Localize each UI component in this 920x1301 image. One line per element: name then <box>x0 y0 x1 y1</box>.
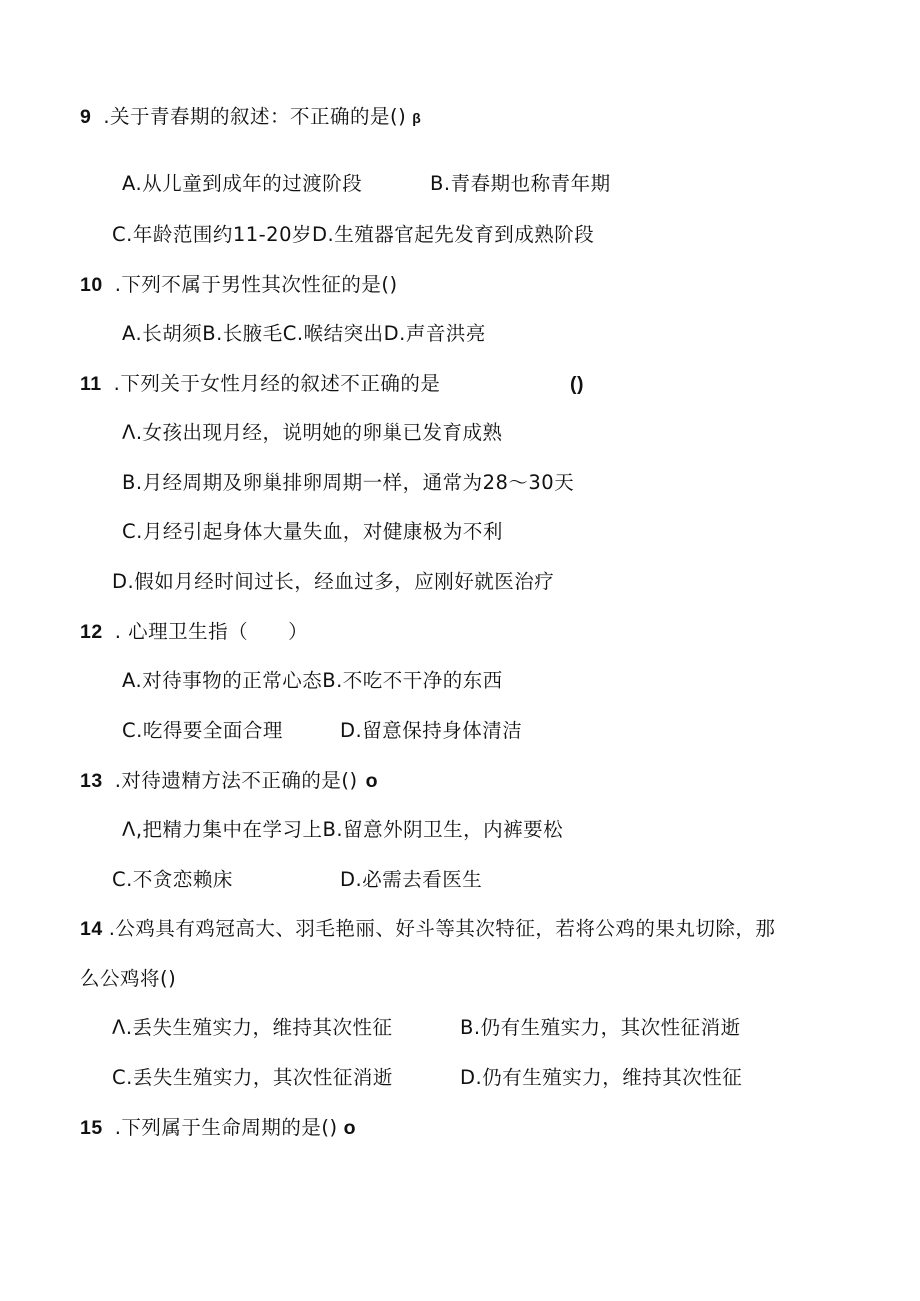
question-number: 11 <box>80 373 102 395</box>
question-text: .公鸡具有鸡冠高大、羽毛艳丽、好斗等其次特征，若将公鸡的果丸切除，那 <box>108 917 776 940</box>
question-14-stem <box>80 916 775 942</box>
question-text: .下列关于女性月经的叙述不正确的是 <box>113 372 441 395</box>
question-15-stem <box>80 1115 356 1141</box>
option-text: A.长胡须 <box>122 322 203 345</box>
question-12-stem <box>80 619 308 645</box>
question-11-option-a <box>122 420 503 446</box>
question-text: .对待遗精方法不正确的是() <box>114 769 358 792</box>
question-11-stem <box>80 371 440 397</box>
option-text: D.仍有生殖实力，维持其次性征 <box>460 1066 743 1089</box>
option-text: D.声音洪亮 <box>383 322 486 345</box>
question-text: .关于青春期的叙述：不正确的是() <box>103 105 407 128</box>
question-9-option-c <box>112 222 594 248</box>
question-14-option-d <box>460 1065 742 1091</box>
question-9-option-a <box>122 171 362 197</box>
option-text: Λ.女孩出现月经，说明她的卵巢已发育成熟 <box>122 421 503 444</box>
option-text: B.留意外阴卫生，内裤要松 <box>322 818 564 841</box>
question-11-option-c <box>122 519 503 545</box>
question-number: 15 <box>80 1117 103 1139</box>
question-text: .下列属于生命周期的是() <box>114 1116 338 1139</box>
answer-paren: () <box>570 373 584 395</box>
option-text: D.生殖器官起先发育到成熟阶段 <box>311 223 595 246</box>
option-text: B.月经周期及卵巢排卵周期一样，通常为28〜30天 <box>122 471 575 494</box>
question-tail: o <box>365 770 379 792</box>
question-number: 14 <box>80 918 103 940</box>
question-number: 10 <box>80 274 103 296</box>
option-text: B.青春期也称青年期 <box>430 172 611 195</box>
question-tail: o <box>343 1117 357 1139</box>
question-number: 13 <box>80 770 103 792</box>
question-9-option-b <box>430 171 611 197</box>
question-9-stem <box>80 104 421 131</box>
question-13-stem <box>80 768 378 794</box>
question-13-options-ab <box>122 817 563 843</box>
option-text: B.仍有生殖实力，其次性征消逝 <box>460 1016 741 1039</box>
option-text: Λ.丢失生殖实力，维持其次性征 <box>112 1016 393 1039</box>
question-11-option-b <box>122 470 574 496</box>
question-14-stem-continued <box>80 966 176 992</box>
question-number: 12 <box>80 621 103 643</box>
option-text: B.不吃不干净的东西 <box>322 669 503 692</box>
option-text: C.年龄范围约11-20岁 <box>112 223 312 246</box>
option-text: C.吃得要全面合理 <box>122 719 283 742</box>
question-tail: β <box>412 110 422 126</box>
question-14-option-b <box>460 1015 741 1041</box>
option-text: Λ,把精力集中在学习上 <box>122 818 323 841</box>
option-text: D.留意保持身体清洁 <box>340 719 523 742</box>
option-text: C.月经引起身体大量失血，对健康极为不利 <box>122 520 503 543</box>
question-10-stem <box>80 272 398 298</box>
option-text: D.假如月经时间过长，经血过多，应刚好就医治疗 <box>112 570 555 593</box>
question-number: 9 <box>80 106 92 128</box>
question-text: .下列不属于男性其次性征的是() <box>114 273 398 296</box>
question-11-option-d <box>112 569 554 595</box>
option-text: C.不贪恋赖床 <box>112 868 233 891</box>
question-text: 么公鸡将() <box>80 967 177 990</box>
question-text: . 心理卫生指（ ） <box>114 620 309 643</box>
option-text: A.对待事物的正常心态 <box>122 669 323 692</box>
option-text: D.必需去看医生 <box>340 868 483 891</box>
question-12-option-c <box>122 718 283 744</box>
question-13-option-c <box>112 867 233 893</box>
option-text: C.喉结突出 <box>282 322 384 345</box>
option-text: B.长腋毛 <box>202 322 283 345</box>
question-13-option-d <box>340 867 482 893</box>
option-text: A.从儿童到成年的过渡阶段 <box>122 172 363 195</box>
question-11-paren <box>570 371 584 397</box>
option-text: C.丢失生殖实力，其次性征消逝 <box>112 1066 393 1089</box>
question-12-option-d <box>340 718 522 744</box>
question-14-option-a <box>112 1015 393 1041</box>
question-12-options-ab <box>122 668 503 694</box>
question-10-options <box>122 321 486 347</box>
question-14-option-c <box>112 1065 393 1091</box>
